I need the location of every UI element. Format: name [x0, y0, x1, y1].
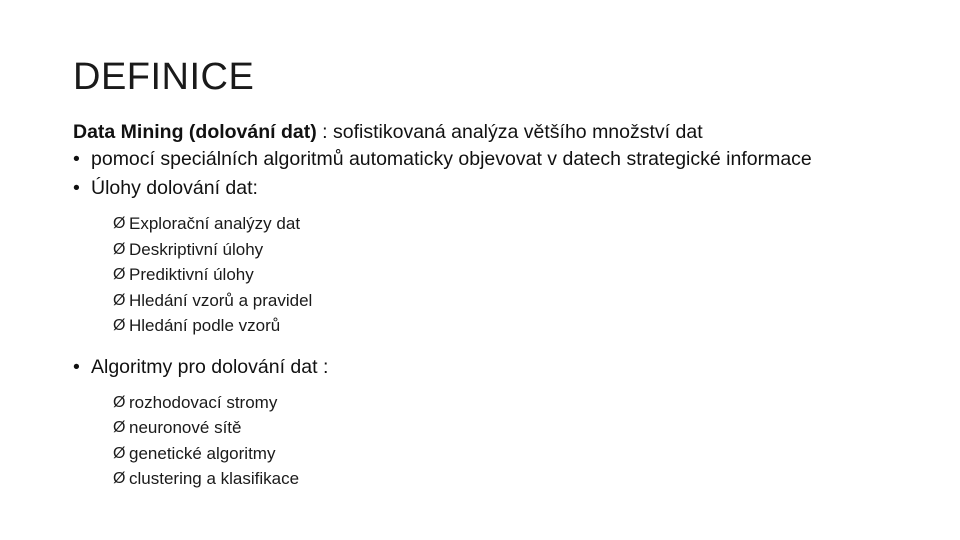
- bullet-icon: •: [73, 355, 80, 378]
- slide-title: DEFINICE: [73, 56, 255, 98]
- arrow-bullet-icon: Ø: [113, 215, 126, 232]
- sub-item-text: Prediktivní úlohy: [129, 265, 254, 284]
- sub-item-text: Hledání podle vzorů: [129, 316, 281, 335]
- bullet-icon: •: [73, 177, 80, 199]
- arrow-bullet-icon: Ø: [113, 419, 126, 436]
- sub-item-text: genetické algoritmy: [129, 443, 276, 463]
- sub-item-text: rozhodovací stromy: [129, 392, 278, 412]
- sub-item-text: Hledání vzorů a pravidel: [129, 290, 313, 310]
- sub-list-item: [113, 211, 893, 237]
- definition-term: Data Mining (dolování dat): [73, 121, 317, 143]
- sub-list-item: [113, 237, 893, 263]
- arrow-bullet-icon: Ø: [113, 470, 126, 487]
- sub-item-text: Explorační analýzy dat: [129, 214, 301, 233]
- arrow-bullet-icon: Ø: [113, 240, 126, 258]
- sub-list-item: [113, 415, 893, 441]
- definition-line: [73, 118, 893, 146]
- arrow-bullet-icon: Ø: [113, 266, 126, 283]
- bullet-item: [73, 147, 893, 172]
- bullet-text: pomocí speciálních algoritmů automaticky objevovat v datech strategické informace: [91, 148, 812, 170]
- sub-list-item: [113, 466, 893, 492]
- sub-list-item: [113, 288, 893, 314]
- sub-item-text: clustering a klasifikace: [129, 469, 300, 488]
- bullet-text: Algoritmy pro dolování dat :: [91, 355, 329, 378]
- arrow-bullet-icon: Ø: [113, 291, 126, 309]
- slide-content: [73, 118, 893, 492]
- sub-list-item: [113, 390, 893, 416]
- definition-text: : sofistikovaná analýza většího množství dat: [316, 121, 703, 143]
- bullet-item: [73, 355, 893, 380]
- sub-list-item: [113, 441, 893, 467]
- sub-list-item: [113, 262, 893, 288]
- bullet-text: Úlohy dolování dat:: [91, 177, 258, 199]
- bullet-item: [73, 176, 893, 201]
- bullet-icon: •: [73, 148, 80, 170]
- arrow-bullet-icon: Ø: [113, 444, 126, 462]
- sub-list-tasks: [73, 211, 893, 339]
- sub-item-text: neuronové sítě: [129, 418, 242, 437]
- sub-list-algorithms: [73, 390, 893, 492]
- sub-list-item: [113, 313, 893, 339]
- arrow-bullet-icon: Ø: [113, 317, 126, 334]
- sub-item-text: Deskriptivní úlohy: [129, 239, 264, 259]
- arrow-bullet-icon: Ø: [113, 393, 126, 411]
